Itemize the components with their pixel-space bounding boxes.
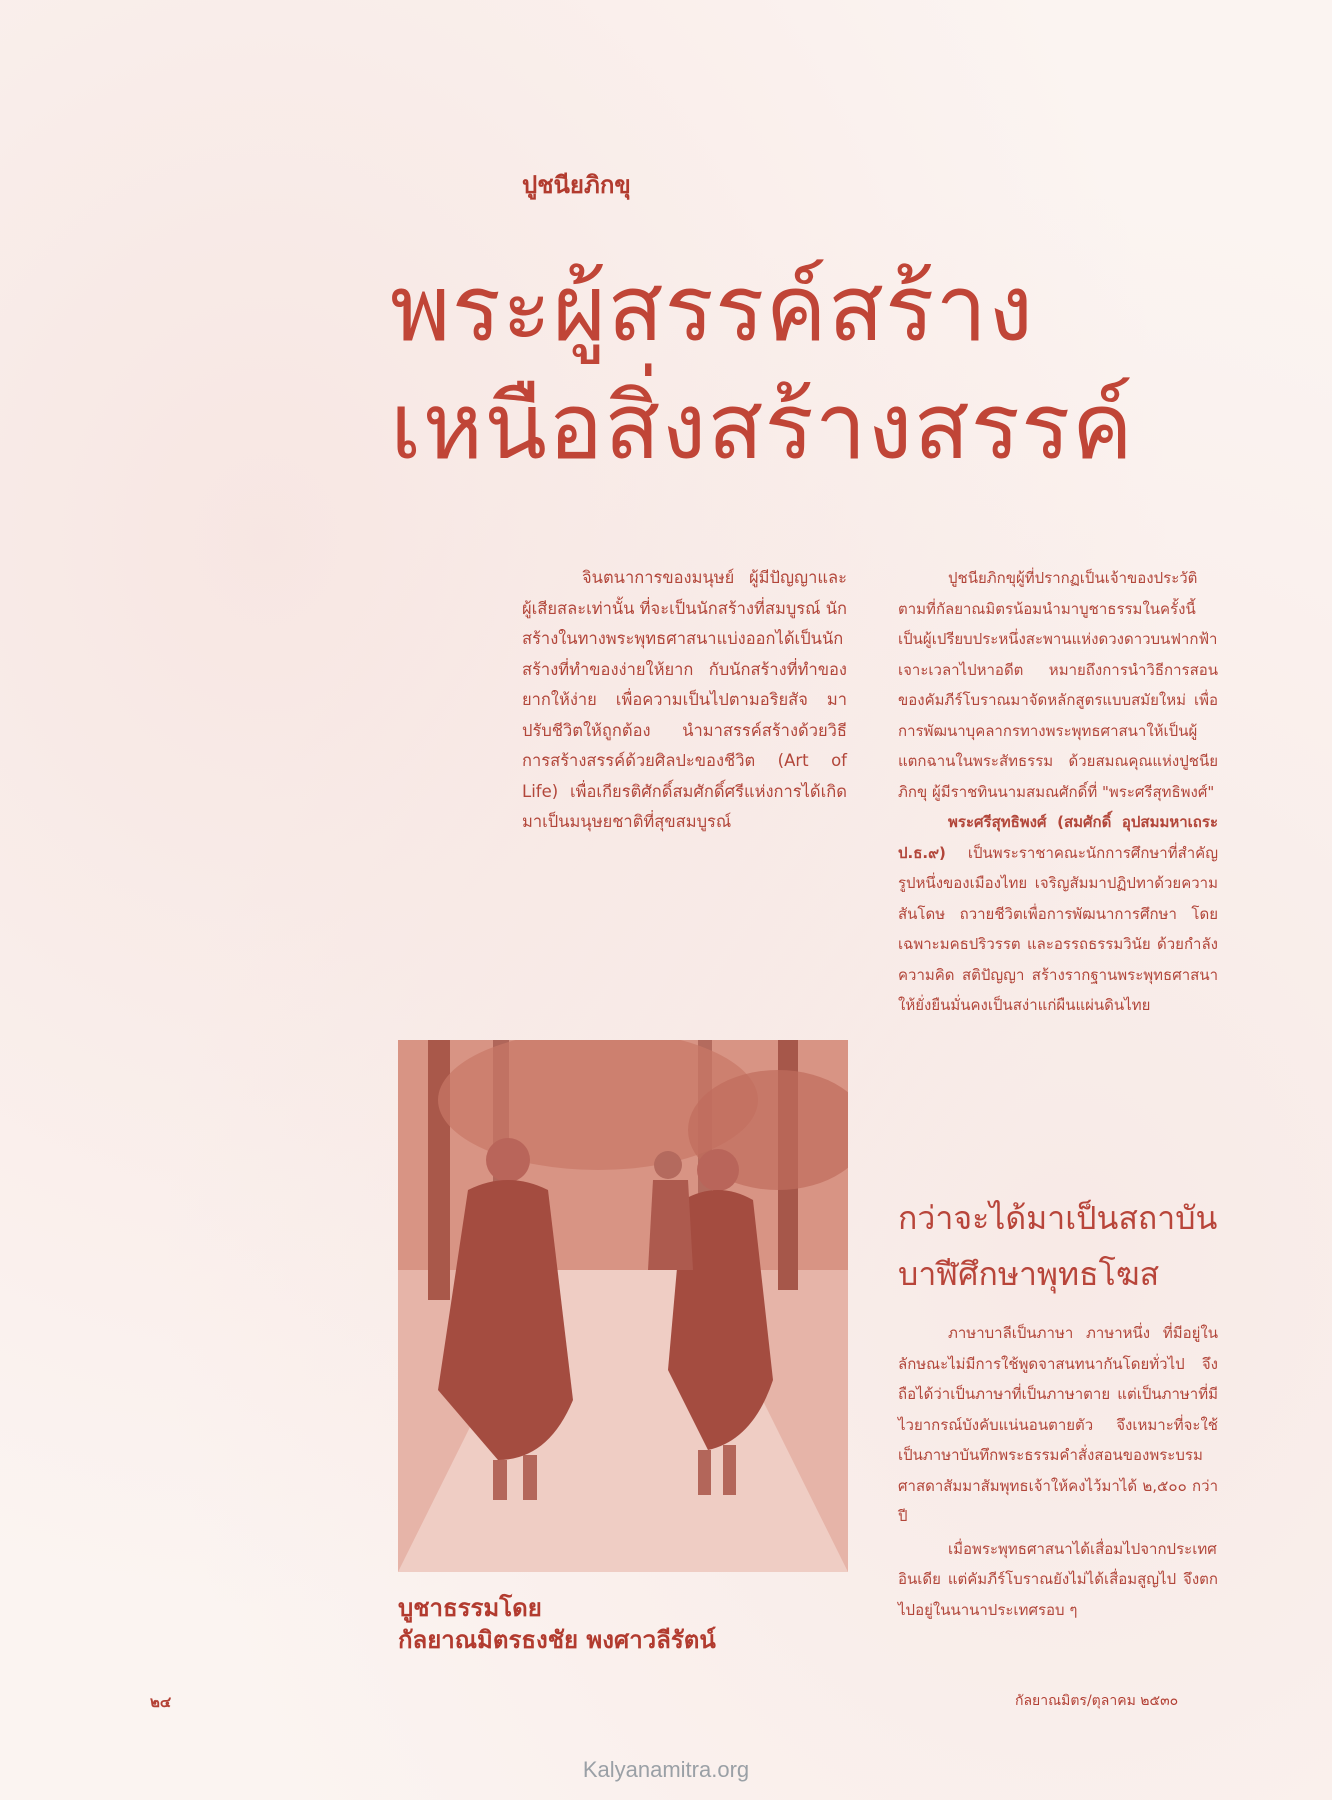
right-column	[898, 563, 1218, 1021]
headline-line-1: พระผู้สรรค์สร้าง	[390, 255, 1035, 362]
section-label: ปูชนียภิกขุ	[522, 171, 631, 199]
byline-line-1: บูชาธรรมโดย	[398, 1594, 542, 1622]
right-paragraph-1: ปูชนียภิกขุผู้ที่ปรากฏเป็นเจ้าของประวัติตามที่กัลยาณมิตรน้อมนำมาบูชาธรรมในครั้งนี้ เป็นผู้เปรียบประหนึ่งสะพานแห่งดวงดาวบนฟากฟ้า เจาะเวลาไปหาอดีต หมายถึงการนำวิธีการสอนของคัมภีร์โบราณมาจัดหลักสูตรแบบสมัยใหม่ เพื่อการพัฒนาบุคลากรทางพระพุทธศาสนาให้เป็นผู้แตกฉานในพระสัทธรรม ด้วยสมณคุณแห่งปูชนียภิกขุ ผู้มีราชทินนามสมณศักดิ์ที่ "พระศรีสุทธิพงศ์"	[898, 569, 1218, 801]
right-paragraph-2-text: เป็นพระราชาคณะนักการศึกษาที่สำคัญรูปหนึ่งของเมืองไทย เจริญสัมมาปฏิปทาด้วยความสันโดษ ถวายชีวิตเพื่อการพัฒนาการศึกษา โดยเฉพาะมคธปริวรรต และอรรถธรรมวินัย ด้วยกำลังความคิด สติปัญญา สร้างรากฐานพระพุทธศาสนาให้ยั่งยืนมั่นคงเป็นสง่าแก่ผืนแผ่นดินไทย	[898, 843, 1218, 1014]
monks-walking-photo	[398, 1040, 848, 1572]
subheading-line-2: บาฬีศึกษาพุทธโฆส	[898, 1255, 1160, 1293]
monk-name: พระศรีสุทธิพงศ์ (สมศักดิ์ อุปสมมหาเถระ ป.ธ.๙)	[898, 813, 1218, 862]
headline	[390, 250, 1290, 486]
page-number: ๒๔	[150, 1693, 172, 1711]
right-column-continued	[898, 1318, 1218, 1627]
publication-footer: กัลยาณมิตร/ตุลาคม ๒๕๓๐	[1015, 1693, 1179, 1709]
pali-paragraph-2: เมื่อพระพุทธศาสนาได้เสื่อมไปจากประเทศอินเดีย แต่คัมภีร์โบราณยังไม่ได้เสื่อมสูญไป จึงตกไปอยู่ในนานาประเทศรอบ ๆ	[898, 1539, 1218, 1619]
subheading	[898, 1190, 1238, 1302]
byline-line-2: กัลยาณมิตรธงชัย พงศาวลีรัตน์	[398, 1626, 716, 1654]
pali-paragraph-1: ภาษาบาลีเป็นภาษา ภาษาหนึ่ง ที่มีอยู่ในลักษณะไม่มีการใช้พูดจาสนทนากันโดยทั่วไป จึงถือได้ว่าเป็นภาษาที่เป็นภาษาตาย แต่เป็นภาษาที่มีไวยากรณ์บังคับแน่นอนตายตัว จึงเหมาะที่จะใช้เป็นภาษาบันทึกพระธรรมคำสั่งสอนของพระบรมศาสดาสัมมาสัมพุทธเจ้าให้คงไว้มาได้ ๒,๕๐๐ กว่าปี	[898, 1324, 1218, 1525]
subheading-line-1: กว่าจะได้มาเป็นสถาบัน	[898, 1199, 1218, 1237]
right-paragraph-2	[898, 807, 1218, 1021]
byline	[398, 1592, 858, 1656]
photo-illustration	[398, 1040, 848, 1572]
left-paragraph-1: จินตนาการของมนุษย์ ผู้มีปัญญาและผู้เสียสละเท่านั้น ที่จะเป็นนักสร้างที่สมบูรณ์ นักสร้างในทางพระพุทธศาสนาแบ่งออกได้เป็นนักสร้างที่ทำของง่ายให้ยาก กับนักสร้างที่ทำของยากให้ง่าย เพื่อความเป็นไปตามอริยสัจ มาปรับชีวิตให้ถูกต้อง นำมาสรรค์สร้างด้วยวิธีการสร้างสรรค์ด้วยศิลปะของชีวิต (Art of Life) เพื่อเกียรติศักดิ์สมศักดิ์ศรีแห่งการได้เกิดมาเป็นมนุษยชาติที่สุขสมบูรณ์	[522, 568, 847, 831]
headline-line-2: เหนือสิ่งสร้างสรรค์	[390, 373, 1134, 480]
left-column	[522, 563, 847, 838]
watermark: Kalyanamitra.org	[582, 1757, 750, 1782]
